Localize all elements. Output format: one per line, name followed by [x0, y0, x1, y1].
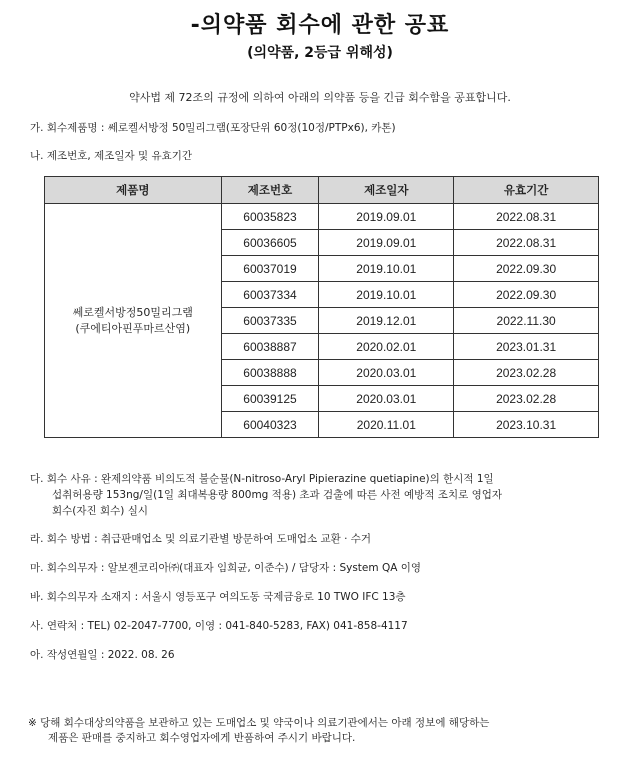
table-header-row: [45, 177, 599, 204]
recall-reason-line-3: 회수(자진 회수) 실시: [52, 505, 149, 517]
expiry-date: 2022.11.30: [454, 308, 599, 334]
header-lot-number: 제조번호: [221, 177, 319, 204]
expiry-date: 2023.02.28: [454, 360, 599, 386]
recall-method: 라. 회수 방법 : 취급판매업소 및 의료기관별 방문하여 도매업소 교환 · 수거: [30, 533, 372, 545]
recall-reason-line-1: 다. 회수 사유 : 완제의약품 비의도적 불순물(N-nitroso-Aryl Pipierazine quetiapine)의 한시적 1일: [30, 473, 494, 485]
notice-footnote: [28, 716, 620, 746]
product-name: 쎄로켈서방정50밀리그램: [72, 305, 193, 319]
manufacture-date: 2020.03.01: [319, 360, 454, 386]
expiry-date: 2022.08.31: [454, 230, 599, 256]
recall-obligor-address: 바. 회수의무자 소재지 : 서울시 영등포구 여의도동 국제금융로 10 TWO IFC 13층: [30, 591, 406, 603]
manufacture-date: 2020.03.01: [319, 386, 454, 412]
expiry-date: 2022.09.30: [454, 282, 599, 308]
recall-product-name: 가. 회수제품명 : 쎄로켈서방정 50밀리그램(포장단위 60정(10정/PTPx6), 카톤): [30, 122, 396, 134]
recall-reason: [30, 471, 615, 519]
lot-info-heading: 나. 제조번호, 제조일자 및 유효기간: [30, 150, 193, 162]
lot-number: 60037334: [221, 282, 319, 308]
product-ingredient: (쿠에티아핀푸마르산염): [75, 321, 191, 335]
notice-line-2: 제품은 판매를 중지하고 회수영업자에게 반품하여 주시기 바랍니다.: [48, 732, 356, 744]
page-subtitle: (의약품, 2등급 위해성): [247, 45, 393, 61]
manufacture-date: 2020.02.01: [319, 334, 454, 360]
intro-text: 약사법 제 72조의 규정에 의하여 아래의 의약품 등을 긴급 회수함을 공표합니다.: [129, 91, 511, 104]
manufacture-date: 2019.12.01: [319, 308, 454, 334]
header-expiry-date: 유효기간: [454, 177, 599, 204]
notice-line-1: ※ 당해 회수대상의약품을 보관하고 있는 도매업소 및 약국이나 의료기관에서는 아래 정보에 해당하는: [28, 717, 490, 729]
recall-reason-line-2: 섭취허용량 153ng/일(1일 최대복용량 800mg 적용) 초과 검출에 따른 사전 예방적 조치로 영업자: [52, 489, 502, 501]
page-title: -의약품 회수에 관한 공표: [190, 13, 450, 38]
date-written: 아. 작성연월일 : 2022. 08. 26: [30, 649, 175, 661]
manufacture-date: 2019.09.01: [319, 204, 454, 230]
header-product-name: 제품명: [45, 177, 222, 204]
header-manufacture-date: 제조일자: [319, 177, 454, 204]
lot-number: 60038887: [221, 334, 319, 360]
expiry-date: 2023.10.31: [454, 412, 599, 438]
manufacture-date: 2020.11.01: [319, 412, 454, 438]
expiry-date: 2023.01.31: [454, 334, 599, 360]
lot-number: 60037019: [221, 256, 319, 282]
lot-number: 60035823: [221, 204, 319, 230]
lot-table: [44, 176, 599, 438]
manufacture-date: 2019.10.01: [319, 256, 454, 282]
lot-number: 60040323: [221, 412, 319, 438]
contact-info: 사. 연락처 : TEL) 02-2047-7700, 이영 : 041-840-5283, FAX) 041-858-4117: [30, 620, 408, 632]
expiry-date: 2023.02.28: [454, 386, 599, 412]
manufacture-date: 2019.10.01: [319, 282, 454, 308]
lot-number: 60037335: [221, 308, 319, 334]
manufacture-date: 2019.09.01: [319, 230, 454, 256]
lot-number: 60038888: [221, 360, 319, 386]
expiry-date: 2022.08.31: [454, 204, 599, 230]
lot-number: 60036605: [221, 230, 319, 256]
recall-obligor: 마. 회수의무자 : 알보젠코리아㈜(대표자 임희균, 이준수) / 담당자 : System QA 이영: [30, 562, 422, 574]
table-row: [45, 204, 599, 230]
expiry-date: 2022.09.30: [454, 256, 599, 282]
lot-number: 60039125: [221, 386, 319, 412]
product-name-cell: [45, 204, 222, 438]
